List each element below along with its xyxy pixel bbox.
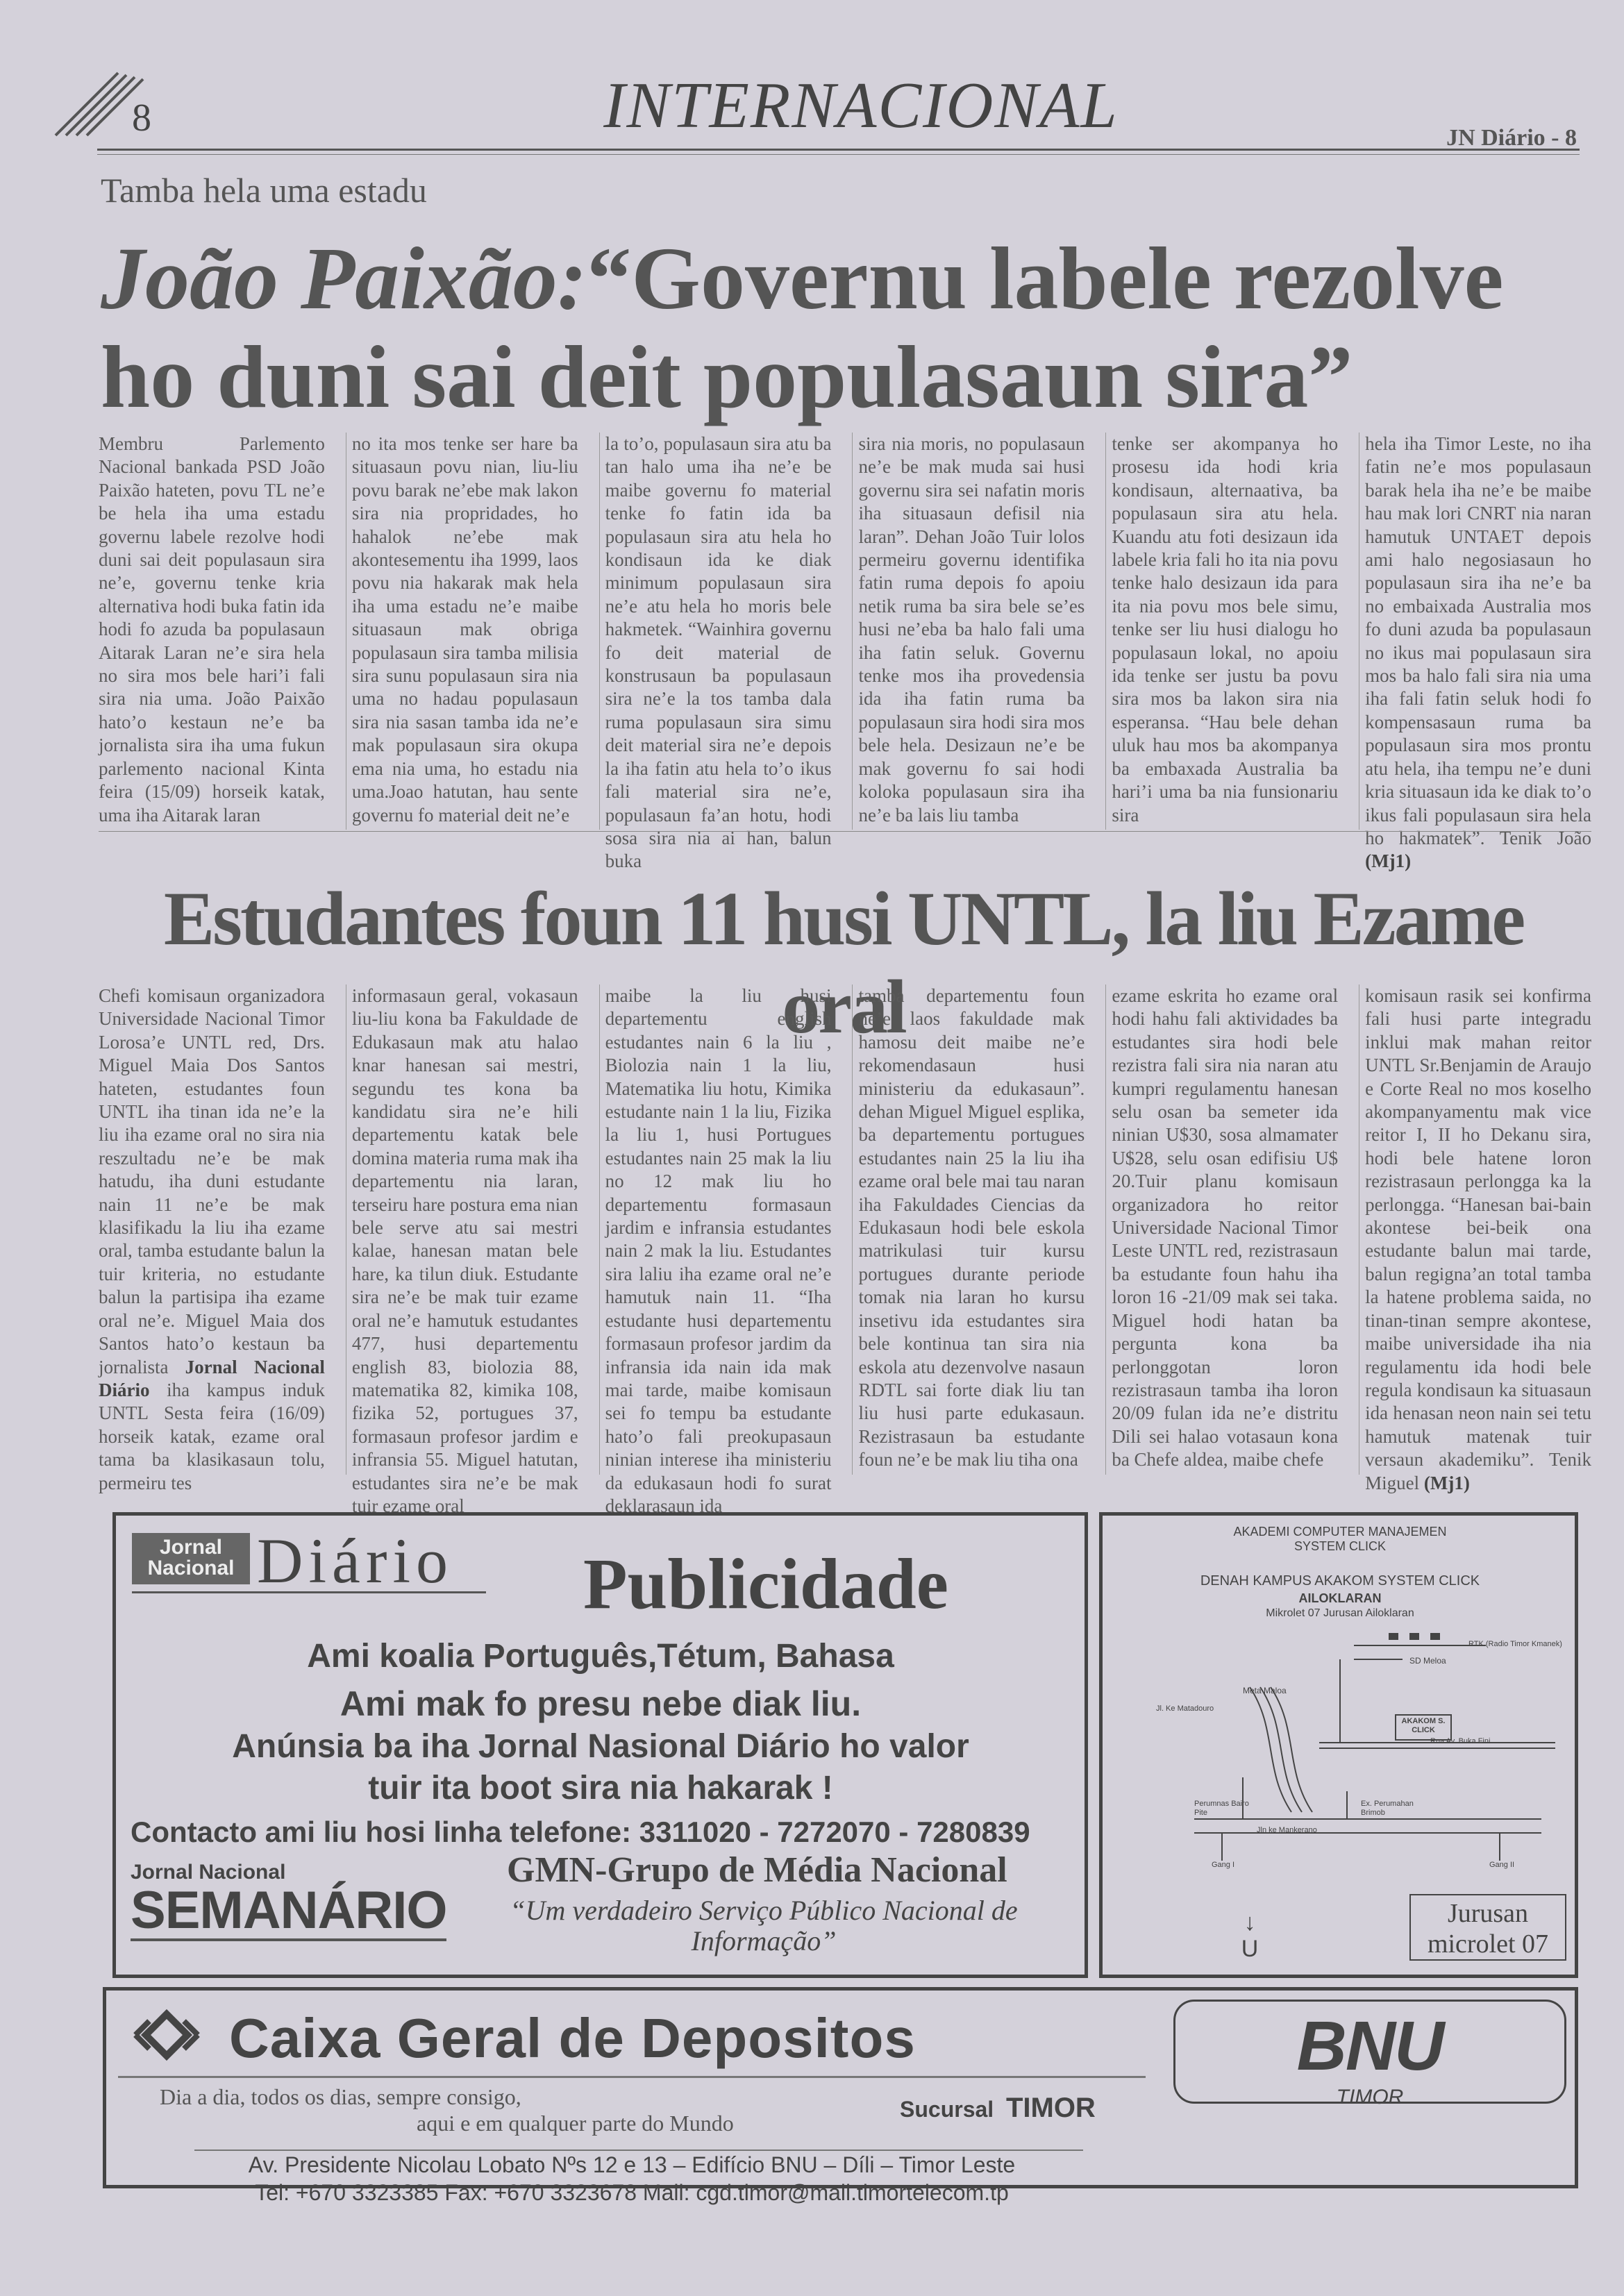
north-arrow-label: U <box>1241 1936 1259 1962</box>
map-label-akakom: AKAKOM S. CLICK <box>1401 1717 1446 1734</box>
page-number-mark <box>49 66 174 142</box>
section-title: INTERNACIONAL <box>603 69 1119 142</box>
map-title-1: AKADEMI COMPUTER MANAJEMEN <box>1233 1525 1447 1539</box>
bank-tagline-1: Dia a dia, todos os dias, sempre consigo, <box>160 2084 521 2109</box>
headline-quote: “Governu labele rezolve ho duni sai deit populasaun sira” <box>101 229 1504 426</box>
article2-body <box>99 984 1591 1516</box>
map-title-3: DENAH KAMPUS AKAKOM SYSTEM CLICK <box>1200 1573 1480 1589</box>
gmn-tagline: “Um verdadeiro Serviço Público Nacional de Informação” <box>510 1895 1018 1956</box>
article1-column-3: la to’o, populasaun sira atu ba tan halo uma iha ne’e be maibe governu fo material tenke fo fatin ida ba populasaun sira atu hela ho kondisaun ida ke diak minimum populasaun sira ne’e atu hela ho moris bele hakmetek. “Wainhira governu fo deit material de konstrusaun ba populasaun sira ne’e la tos tamba dala ruma populasaun sira simu deit material sira ne’e depois la iha fatin atu hela to’o ikus fali material sira ne’e, populasaun fa’an hotu, hodi sosa sira nia ai han, balun buka <box>599 433 832 830</box>
article1-kicker: Tamba hela uma estadu <box>101 171 427 210</box>
publicidade-title: Publicidade <box>583 1544 948 1624</box>
bnu-logo-sub: TIMOR <box>1336 2086 1404 2109</box>
arrow-down-icon: ↓ <box>1244 1909 1256 1936</box>
article2-column-6 <box>1359 984 1591 1493</box>
article1-column-4: sira nia moris, no populasaun ne’e be mak muda sai husi governu sira sei nafatin moris iha situasaun defisil nia laran”. Dehan João Tuir lolos permeiru governu identifika fatin ruma depois fo apoiu netik ruma ba sira bele se’es husi ne’eba ba halo fali uma iha fatin seluk. Governu tenke mos iha provedensia ida iha fatin ruma ba populasaun sira hodi sira mos bele hela. Desizaun ne’e be mak governu fo sai hodi koloka populasaun sira iha ne’e ba lais liu tamba <box>852 433 1085 830</box>
bank-branch-label: Sucursal <box>900 2097 994 2122</box>
bank-address: Av. Presidente Nicolau Lobato Nºs 12 e 13 – Edifício BNU – Díli – Timor Leste <box>248 2152 1016 2177</box>
north-arrow <box>1239 1909 1260 1962</box>
bnu-logo: BNU <box>1296 2007 1443 2085</box>
map-label-meta: Meta Maloa <box>1243 1686 1287 1695</box>
article2-signature: (Mj1) <box>1423 1472 1470 1493</box>
article1-headline <box>101 229 1600 426</box>
ad-line-2: Ami mak fo presu nebe diak liu. <box>340 1684 862 1723</box>
article2-headline: Estudantes foun 11 husi UNTL, la liu Ezame oral <box>163 876 1524 1049</box>
bank-title-rule <box>118 2076 1146 2078</box>
article2-column-2: informasaun geral, vokasaun liu-liu kona ba Fakuldade de Edukasaun mak atu halao knar hanesan sai mestri, segundu tes kona ba kandidatu sira ne’e hili departementu katak bele domina materia ruma mak iha departementu nia laran, terseiru hare postura ema nian bele serve atu sai mestri kalae, hanesan matan bele hare, ka tilun diuk. Estudante sira ne’e be mak tuir ezame oral ne’e hamutuk estudantes 477, husi departementu english 83, biolozia 88, matematika 82, kimika 108, fizika 52, portugues 37, formasaun profesor jardim e infransia 55. Miguel hatutan, estudantes sira ne’e be mak tuir ezame oral <box>346 984 578 1475</box>
bank-name: Caixa Geral de Depositos <box>229 2007 916 2069</box>
campus-map <box>1111 1632 1569 1895</box>
map-label-eks: Ex. Perumahan Brimob <box>1361 1800 1414 1817</box>
bank-branch <box>900 2093 1096 2124</box>
diario-logo: Diário <box>257 1525 454 1596</box>
map-label-matadouro: Jl. Ke Matadouro <box>1156 1704 1214 1713</box>
header-rule <box>97 149 1580 151</box>
map-label-rtk: RTK (Radio Timor Kmanek) <box>1468 1640 1562 1648</box>
page-label: JN Diário - 8 <box>1446 125 1577 151</box>
semanario-logo: SEMANÁRIO <box>131 1881 447 1940</box>
jornal-nacional-logo-text: Jornal Nacional <box>147 1536 235 1579</box>
article2-column-3: maibe la liu husi departementu english estudantes nain 6 la liu , Biolozia nain 1 la liu, Matematika liu hotu, Kimika estudante nain 1 la liu, Fizika la liu 1, husi Portugues estudantes nain 25 mak la liu no 12 mak liu ho departementu formasaun jardim e infransia estudantes nain 2 mak la liu. Estudantes sira laliu iha ezame oral ne’e hamutuk nain 11. “Iha estudante husi departementu formasaun profesor jardim da infransia ida nain ida mak mai tarde, maibe komisaun sei fo tempu ba estudante hato’o fali preokupasaun ninian interese iha ministeriu da edukasaun hodi fo surat deklarasaun ida <box>599 984 832 1475</box>
map-label-perumnas: Perumnas Bairo Pite <box>1194 1800 1249 1817</box>
article1-column-2: no ita mos tenke ser hare ba situasaun povu nian, liu-liu povu barak ne’ebe mak lakon sira nia propridades, ho hahalok ne’ebe mak akontesementu iha 1999, laos povu nia hakarak mak hela iha uma estadu ne’e maibe situasaun mak obriga populasaun sira tamba milisia sira sunu populasaun sira nia uma no hadau populasaun sira nia sasan tamba ida ne’e mak populasaun sira okupa ema nia uma, ho estadu nia uma.Joao hatutan, hau sente governu fo material deit ne’e <box>346 433 578 830</box>
semanario-logo-top: Jornal Nacional <box>131 1861 286 1884</box>
map-label-sd: SD Meloa <box>1409 1656 1446 1666</box>
page-number: 8 <box>132 97 151 140</box>
gmn-name: GMN-Grupo de Média Nacional <box>507 1850 1007 1890</box>
ad-line-1: Ami koalia Português,Tétum, Bahasa <box>307 1638 894 1675</box>
article2-column-1-tail: iha kampus induk UNTL Sesta feira (16/09) horseik katak, ezame oral tama ba klasikasaun tolu, permeiru tes <box>99 1379 325 1493</box>
bank-branch-name: TIMOR <box>1005 2093 1096 2123</box>
article1-column-1: Membru Parlemento Nacional bankada PSD João Paixão hateten, povu TL ne’e be hela iha uma estadu governu labele rezolve hodi duni sai deit populasaun sira ne’e, governu tenke kria alternativa hodi buka fatin ida hodi fo azuda ba populasaun Aitarak Laran ne’e sira hela no sira mos bele hari’i fali sira nia uma. João Paixão hato’o kestaun ne’e ba jornalista sira iha uma fukun parlemento nacional Kinta feira (15/09) horseik katak, uma iha Aitarak laran <box>99 433 325 826</box>
article1-column-5: tenke ser akompanya ho prosesu ida hodi kria kondisaun, alternaativa, ba populasaun sira atu hela. Kuandu atu foti desizaun ida labele kria fali ho ita nia povu tenke halo desizaun ida para ita nia povu mos bele simu, tenke ser liu husi dialogu ho populasaun lokal, no apoiu ida tenke ser justu ba povu sira mos ba lakon sira nia esperansa. “Hau bele dehan uluk hau mos ba akompanya ba embaxada Australia ba hari’i uma ba nia funsionariu sira <box>1105 433 1338 830</box>
map-label-gang2: Gang II <box>1489 1861 1515 1869</box>
article2-column-5: ezame eskrita ho ezame oral hodi hahu fali aktividades ba estudantes sira hodi bele rezistra fali sira nia naran atu kumpri regulamentu hanesan selu osan ba semeter ida ninian U$30, sosa almamater U$28, selu osan edifisiu U$ 20.Tuir planu komisaun organizadora ho reitor Universidade Nacional Timor Leste UNTL red, rezistrasaun ba estudante foun hahu iha loron 16 -21/09 mak sei taka. Miguel hodi hatan ba pergunta kona ba perlonggotan loron rezistrasaun tamba iha loron 20/09 fulan ida ne’e distritu Dili sei halao votasaun kona ba Chefe aldea, maibe chefe <box>1105 984 1338 1475</box>
ad-line-3: Anúnsia ba iha Jornal Nasional Diário ho valor <box>232 1728 969 1765</box>
article-divider <box>99 831 1591 832</box>
bank-contacts: Tel: +670 3323385 Fax: +670 3323678 Mail: cgd.timor@mail.timortelecom.tp <box>255 2180 1009 2205</box>
ad-line-4: tuir ita boot sira nia hakarak ! <box>368 1770 833 1807</box>
article2-column-1-text: Chefi komisaun organizadora Universidade Nacional Timor Lorosa’e UNTL red, Drs. Miguel Maia Dos Santos hateten, estudantes foun UNTL iha tinan ida ne’e la liu iha ezame oral no sira nia reszultadu ne’e be mak hatudu, iha duni estudante nain 11 ne’e be mak klasifikadu la liu iha ezame oral, tamba estudante balun la tuir kriteria, no estudante balun la partisipa iha ezame oral ne’e. Miguel Maia dos Santos hato’o kestaun ba jornalista <box>99 985 325 1377</box>
map-title-4: AILOKLARAN <box>1298 1591 1382 1605</box>
article1-column-6 <box>1359 433 1591 872</box>
article2-column-6-text: komisaun rasik sei konfirma fali husi parte integradu inklui mak mahan reitor UNTL Sr.Benjamin de Araujo e Corte Real no mos koselho akompanyamentu mak vice reitor I, II ho Dekanu sira, hodi bele hatene loron rezistrasaun perlongga ka la perlongga. “Hanesan bai-bain akontese bei-beik ona estudante balun mai tarde, balun regigna’an total tamba la hatene problema saida, no tinan-tinan sempre akontese, maibe universidade iha nia regulamentu ida hodi bele regula kondisaun ka situasaun ida henasan neon nain sei tetu hamutuk matenak tuir versaun akademiku”. Tenik Miguel <box>1365 985 1591 1493</box>
article1-signature: (Mj1) <box>1365 850 1412 872</box>
article2-newspaper-name: Jornal Nacional Diário <box>99 1356 325 1400</box>
cgd-logo-icon <box>125 2004 208 2066</box>
article1-column-6-text: hela iha Timor Leste, no iha fatin ne’e mos populasaun barak hela iha ne’e be maibe hau mak lori CNRT nia naran hamutuk UNTAET depois ami halo negosiasaun ho populasaun sira iha ne’e ba no embaixada Australia mos fo duni azuda ba populasaun no ikus mai populasaun sira mos ba halo fali sira nia uma iha fali fatin seluk hodi fo kompensasaun ruma ba populasaun sira mos prontu atu hela, iha tempu ne’e duni kria situasaun ida ke diak to’o ikus fali populasaun sira hela ho hakmatek”. Tenik João <box>1365 433 1591 848</box>
headline-name: João Paixão: <box>101 229 587 328</box>
bank-address-block <box>118 2151 1146 2206</box>
ad-contact-phones: Contacto ami liu hosi linha telefone: 3311020 - 7272070 - 7280839 <box>131 1816 1030 1848</box>
map-label-rua: Rua Av. Buka Fini <box>1430 1737 1491 1745</box>
map-label-gang1: Gang I <box>1212 1861 1235 1869</box>
article1-body <box>99 433 1591 872</box>
bank-tagline-2: aqui e em qualquer parte do Mundo <box>417 2111 734 2136</box>
article2-column-4: tamba departementu foun ne’e laos fakuldade mak hamosu deit maibe ne’e rekomendasaun husi ministeriu da edukasaun”. dehan Miguel Miguel esplika, ba departementu portugues estudantes nain 25 la liu iha ezame oral bele mai tau naran iha Fakuldades Ciencias da Edukasaun hodi bele eskola matrikulasi tuir kursu portugues durante periode tomak nia laran ho kursu insetivu ida estudantes sira bele kontinua tan sira nia eskola atu dezenvolve nasaun RDTL sai forte diak liu tan liu husi parte edukasaun. Rezistrasaun ba estudante foun ne’e be mak liu tiha ona <box>852 984 1085 1475</box>
article2-column-1 <box>99 984 325 1493</box>
jornal-nacional-logo <box>132 1533 250 1584</box>
map-title-2: SYSTEM CLICK <box>1294 1539 1387 1553</box>
diario-logo-rule <box>132 1591 486 1593</box>
map-label-jln: Jln ke Mankerano <box>1257 1826 1317 1834</box>
map-title-5: Mikrolet 07 Jurusan Ailoklaran <box>1266 1607 1414 1619</box>
header-rule-thin <box>97 154 1580 155</box>
jurusan-box: Jurusan microlet 07 <box>1409 1894 1566 1961</box>
